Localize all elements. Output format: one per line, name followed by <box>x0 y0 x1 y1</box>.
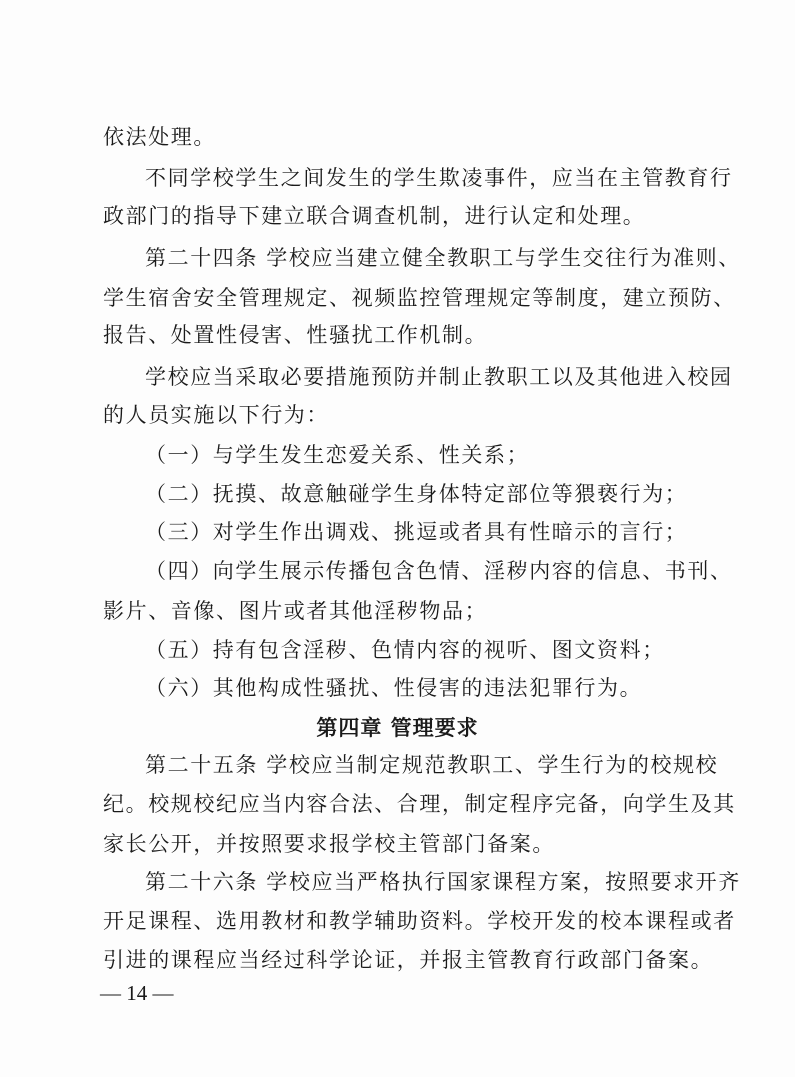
paragraph-line: 引进的课程应当经过科学论证，并报主管教育行政部门备案。 <box>103 948 714 972</box>
article-25-line: 第二十五条 学校应当制定规范教职工、学生行为的校规校 <box>145 753 719 777</box>
page-number: — 14 — <box>100 981 174 1005</box>
paragraph-line: 政部门的指导下建立联合调查机制，进行认定和处理。 <box>103 204 646 228</box>
paragraph-line: 学生宿舍安全管理规定、视频监控管理规定等制度，建立预防、 <box>103 286 736 310</box>
chapter-heading: 第四章 管理要求 <box>316 716 479 740</box>
paragraph-line: 的人员实施以下行为： <box>103 403 329 427</box>
list-item: （二）抚摸、故意触碰学生身体特定部位等猥亵行为； <box>145 482 688 506</box>
paragraph-line: 开足课程、选用教材和教学辅助资料。学校开发的校本课程或者 <box>103 909 736 933</box>
paragraph-line: 家长公开，并按照要求报学校主管部门备案。 <box>103 832 555 856</box>
list-item: （四）向学生展示传播包含色情、淫秽内容的信息、书刊、 <box>145 559 733 583</box>
paragraph-line: 纪。校规校纪应当内容合法、合理，制定程序完备，向学生及其 <box>103 792 736 816</box>
article-26-line: 第二十六条 学校应当严格执行国家课程方案，按照要求开齐 <box>145 870 741 894</box>
paragraph-line: 不同学校学生之间发生的学生欺凌事件，应当在主管教育行 <box>145 166 733 190</box>
list-item-continuation: 影片、音像、图片或者其他淫秽物品； <box>103 599 488 623</box>
paragraph-line: 学校应当采取必要措施预防并制止教职工以及其他进入校园 <box>145 365 733 389</box>
paragraph-line: 依法处理。 <box>103 125 216 149</box>
list-item: （三）对学生作出调戏、挑逗或者具有性暗示的言行； <box>145 520 688 544</box>
list-item: （五）持有包含淫秽、色情内容的视听、图文资料； <box>145 638 665 662</box>
list-item: （一）与学生发生恋爱关系、性关系； <box>145 443 530 467</box>
article-24-line: 第二十四条 学校应当建立健全教职工与学生交往行为准则、 <box>145 246 741 270</box>
paragraph-line: 报告、处置性侵害、性骚扰工作机制。 <box>103 323 488 347</box>
list-item: （六）其他构成性骚扰、性侵害的违法犯罪行为。 <box>145 676 643 700</box>
